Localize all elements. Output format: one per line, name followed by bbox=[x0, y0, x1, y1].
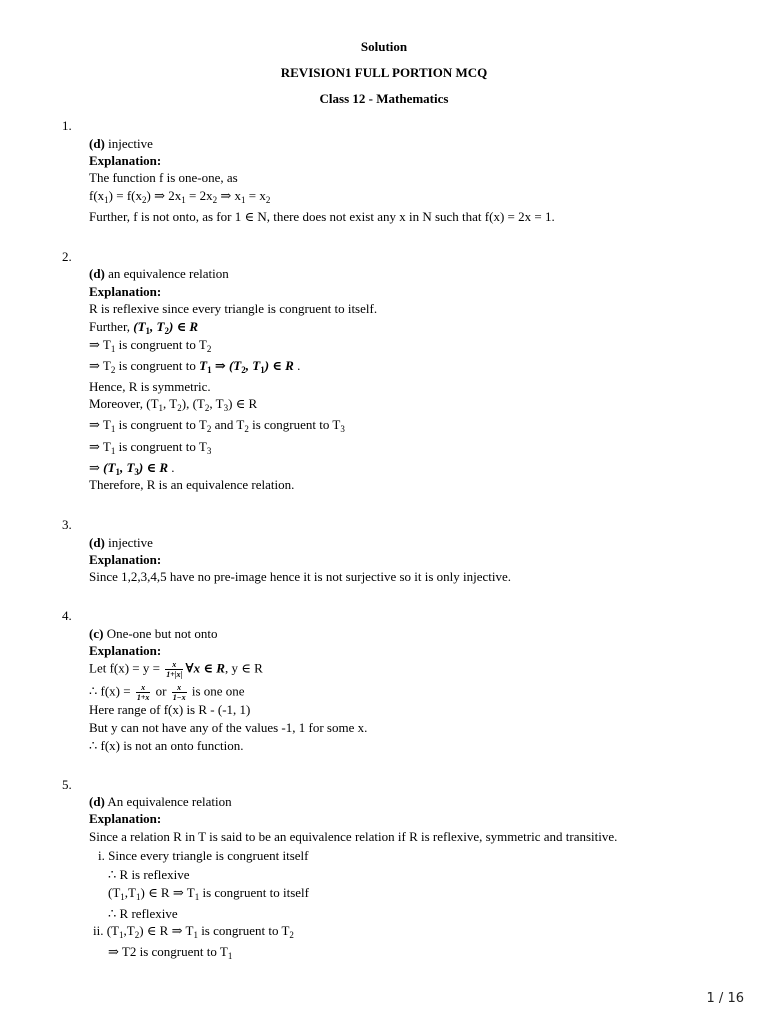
fraction: $\frac{x}{1+x}$ bbox=[136, 683, 150, 702]
answer-text: injective bbox=[104, 136, 153, 151]
doc-class-line: Class 12 - Mathematics bbox=[319, 91, 449, 106]
explanation-text: Since a relation R in T is said to be an equivalence relation if R is reflexive, symmetric and transitive. bbox=[89, 829, 618, 844]
doc-title: Solution bbox=[360, 39, 408, 54]
explanation-label: Explanation: bbox=[89, 552, 162, 567]
answer-option: (c) bbox=[89, 626, 104, 641]
explanation-label: Explanation: bbox=[89, 643, 162, 658]
explanation-text: Here range of f(x) is R - (-1, 1) bbox=[89, 702, 251, 717]
equation-line: $f(x_1) = f(x_2)$ ⇒ $2x_1 = 2x_2$ ⇒ $x_1 = x_2$ bbox=[89, 188, 271, 205]
math-line: Let f(x) = y = $\frac{x}{1+|x|}$ ∀x ∈ R, y ∈ R bbox=[89, 660, 263, 679]
answer-option: (d) bbox=[89, 266, 105, 281]
explanation-label: Explanation: bbox=[89, 284, 162, 299]
math-line: Moreover, ($T_1$, $T_2$), ($T_2$, $T_3$) ∈ R bbox=[89, 396, 258, 413]
explanation-text: Hence, R is symmetric. bbox=[89, 379, 211, 394]
explanation-label: Explanation: bbox=[89, 811, 162, 826]
answer-text: an equivalence relation bbox=[104, 266, 229, 281]
math-line: ⇒ $T_2$ is congruent to $T_1$ ⇒ ($T_2$, $T_1$) ∈ R . bbox=[89, 358, 301, 375]
question-number: 1. bbox=[62, 118, 72, 133]
explanation-text: ∴ f(x) is not an onto function. bbox=[89, 738, 244, 753]
answer-option: (d) bbox=[89, 535, 105, 550]
question-number: 4. bbox=[62, 608, 72, 623]
math-line: ⇒ T2 is congruent to $T_1$ bbox=[108, 944, 233, 961]
math-line: ⇒ $T_1$ is congruent to $T_2$ bbox=[89, 337, 212, 354]
explanation-text: ∴ R reflexive bbox=[108, 906, 178, 921]
explanation-text: But y can not have any of the values -1, 1 for some x. bbox=[89, 720, 368, 735]
list-item: i. Since every triangle is congruent itself bbox=[98, 848, 309, 863]
math-line: ⇒ $T_1$ is congruent to $T_3$ bbox=[89, 439, 212, 456]
explanation-text: The function f is one-one, as bbox=[89, 170, 238, 185]
list-item: ii. $(T_1,T_2)$ ∈ R ⇒ $T_1$ is congruent to $T_2$ bbox=[93, 923, 294, 940]
question-number: 2. bbox=[62, 249, 72, 264]
answer-text: injective bbox=[104, 535, 153, 550]
explanation-text: Therefore, R is an equivalence relation. bbox=[89, 477, 295, 492]
doc-subtitle: REVISION1 FULL PORTION MCQ bbox=[280, 65, 488, 80]
question-number: 3. bbox=[62, 517, 72, 532]
answer-line bbox=[89, 535, 153, 551]
answer-text: An equivalence relation bbox=[104, 794, 232, 809]
page-indicator: 1 / 16 bbox=[706, 991, 744, 1006]
fraction: $\frac{x}{1-x}$ bbox=[172, 683, 186, 702]
explanation-text: Further, f is not onto, as for 1 ∈ N, there does not exist any x in N such that f(x) = 2x = 1. bbox=[89, 209, 555, 224]
explanation-text: ∴ R is reflexive bbox=[108, 867, 190, 882]
answer-option: (d) bbox=[89, 136, 105, 151]
math-line: Further, ($T_1$, $T_2$) ∈ R bbox=[89, 319, 199, 336]
math-line: $(T_1,T_1)$ ∈ R ⇒ $T_1$ is congruent to itself bbox=[108, 885, 309, 902]
explanation-text: R is reflexive since every triangle is congruent to itself. bbox=[89, 301, 378, 316]
question-number: 5. bbox=[62, 777, 72, 792]
answer-text: One-one but not onto bbox=[103, 626, 218, 641]
fraction: $\frac{x}{1+|x|}$ bbox=[166, 660, 183, 679]
explanation-label: Explanation: bbox=[89, 153, 162, 168]
answer-line bbox=[89, 266, 229, 282]
answer-line bbox=[89, 136, 153, 152]
math-line: ⇒ $T_1$ is congruent to $T_2$ and $T_2$ is congruent to $T_3$ bbox=[89, 417, 345, 434]
math-line: ⇒ ($T_1$, $T_3$) ∈ R . bbox=[89, 460, 175, 477]
answer-option: (d) bbox=[89, 794, 105, 809]
answer-line bbox=[89, 794, 232, 810]
explanation-text: Since 1,2,3,4,5 have no pre-image hence it is not surjective so it is only injective. bbox=[89, 569, 512, 584]
answer-line bbox=[89, 626, 218, 642]
math-line: ∴ f(x) = $\frac{x}{1+x}$ or $\frac{x}{1-x}$ is one one bbox=[89, 683, 245, 702]
